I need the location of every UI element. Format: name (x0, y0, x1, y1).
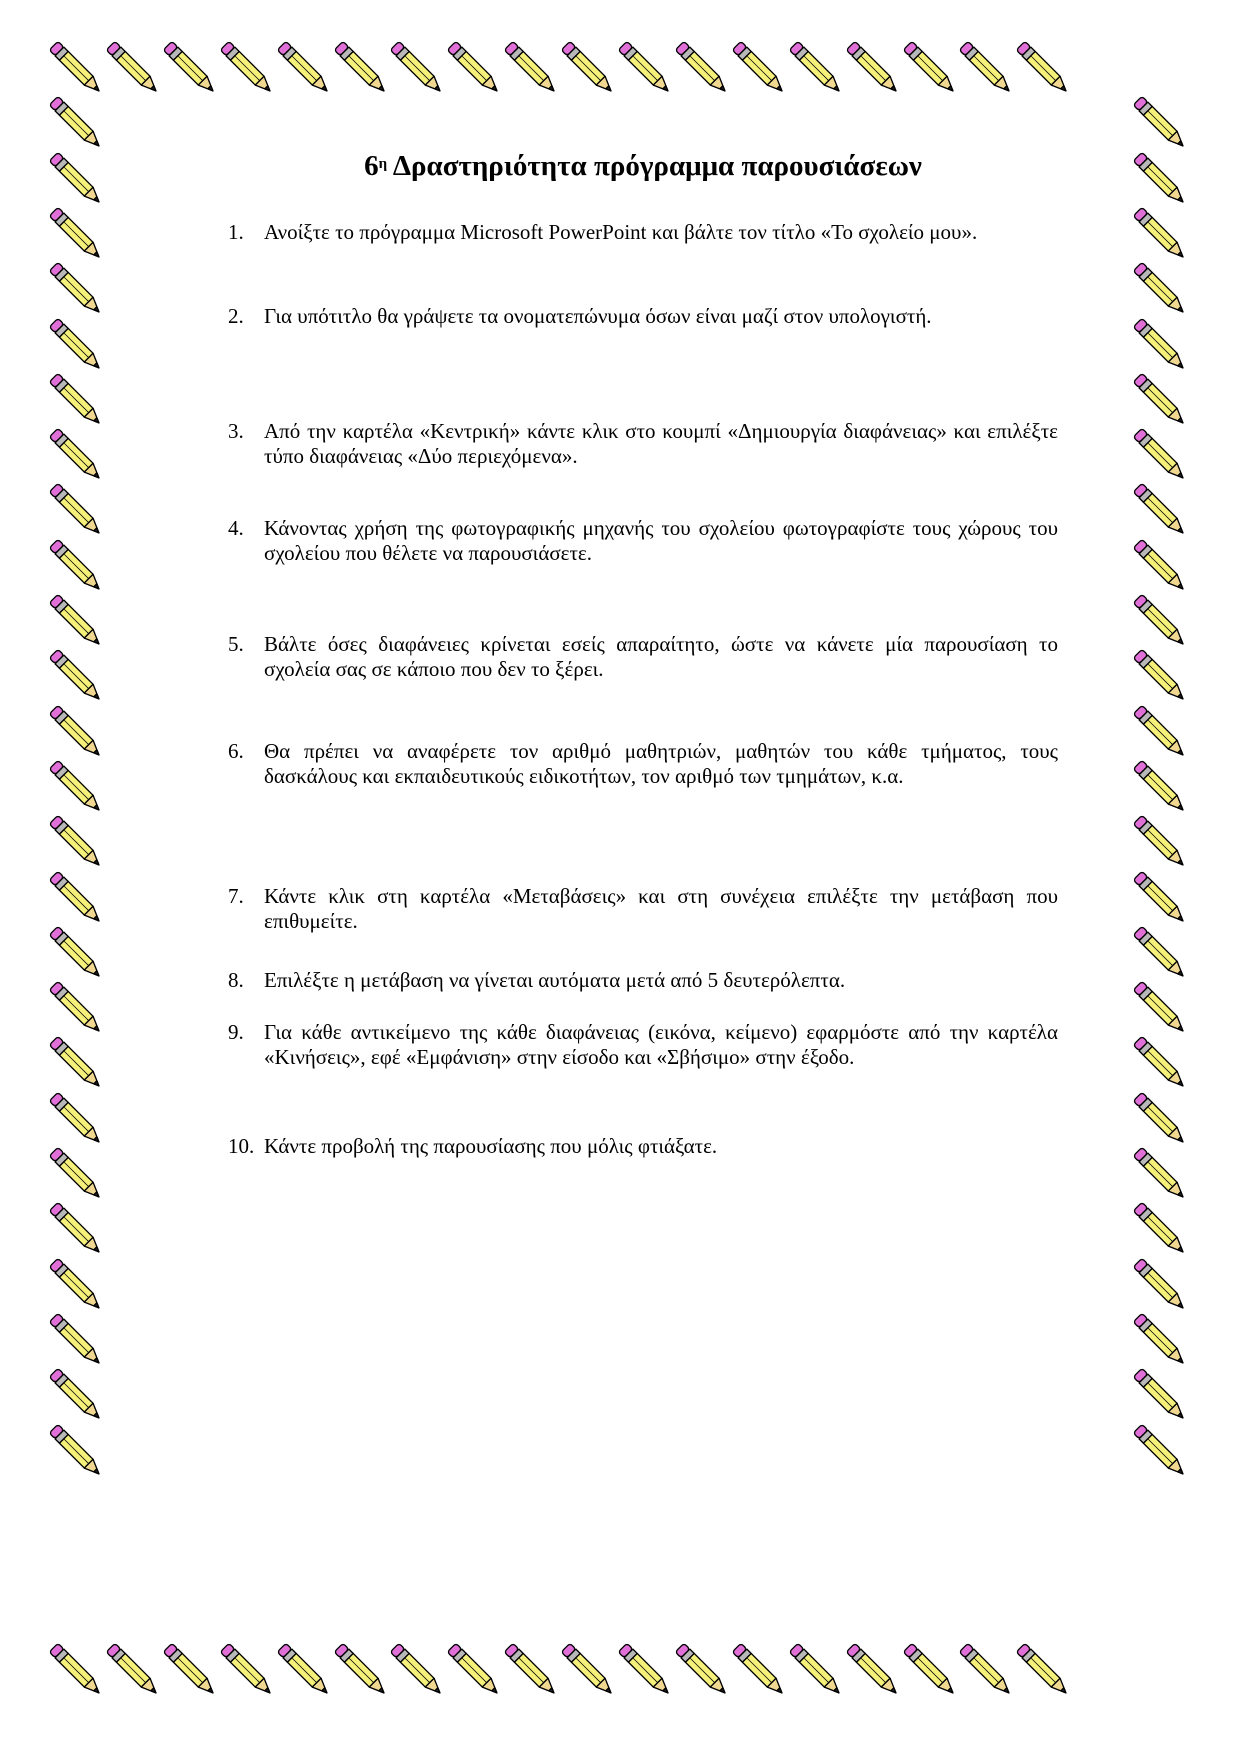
pencil-icon (46, 1199, 108, 1261)
item-text: Θα πρέπει να αναφέρετε τον αριθμό μαθητριών, μαθητών του κάθε τμήματος, τους δασκάλους και εκπαιδευτικούς ειδικοτήτων, τον αριθμό των τμημάτων, κ.α. (264, 739, 1058, 788)
pencil-icon (387, 38, 449, 100)
item-number: 1. (228, 220, 244, 244)
pencil-icon (46, 536, 108, 598)
pencil-icon (1130, 757, 1192, 819)
pencil-icon (46, 1421, 108, 1483)
item-number: 5. (228, 632, 244, 656)
list-item (228, 884, 1058, 934)
pencil-icon (786, 38, 848, 100)
item-number: 2. (228, 304, 244, 328)
pencil-icon (217, 38, 279, 100)
pencil-icon (1130, 204, 1192, 266)
pencil-icon (1130, 1310, 1192, 1372)
pencil-icon (1130, 1033, 1192, 1095)
pencil-icon (46, 923, 108, 985)
pencil-icon (1130, 1089, 1192, 1151)
item-number: 6. (228, 739, 244, 763)
pencil-icon (1130, 1255, 1192, 1317)
pencil-icon (956, 1640, 1018, 1702)
item-text: Ανοίξτε το πρόγραμμα Microsoft PowerPoint και βάλτε τον τίτλο «Το σχολείο μου». (264, 220, 978, 244)
pencil-icon (46, 1365, 108, 1427)
pencil-icon (46, 1640, 108, 1702)
pencil-icon (1130, 259, 1192, 321)
pencil-icon (1130, 702, 1192, 764)
pencil-icon (729, 1640, 791, 1702)
item-text: Κάντε προβολή της παρουσίασης που μόλις φτιάξατε. (264, 1134, 718, 1158)
list-item (228, 739, 1058, 789)
pencil-icon (46, 370, 108, 432)
item-text: Για υπότιτλο θα γράψετε τα ονοματεπώνυμα όσων είναι μαζί στον υπολογιστή. (264, 304, 932, 328)
title-text: Δραστηριότητα πρόγραμμα παρουσιάσεων (392, 150, 922, 182)
pencil-icon (1013, 38, 1075, 100)
item-number: 3. (228, 419, 244, 443)
pencil-icon (1130, 370, 1192, 432)
pencil-icon (615, 38, 677, 100)
pencil-icon (46, 425, 108, 487)
pencil-icon (843, 1640, 905, 1702)
pencil-icon (46, 1310, 108, 1372)
list-item (228, 220, 1058, 245)
pencil-icon (1130, 923, 1192, 985)
list-item (228, 516, 1058, 566)
pencil-icon (444, 1640, 506, 1702)
pencil-icon (786, 1640, 848, 1702)
pencil-icon (46, 204, 108, 266)
pencil-icon (1130, 1199, 1192, 1261)
pencil-icon (1130, 149, 1192, 211)
pencil-icon (46, 978, 108, 1040)
item-number: 8. (228, 968, 244, 992)
pencil-icon (501, 38, 563, 100)
pencil-icon (1130, 1365, 1192, 1427)
pencil-icon (729, 38, 791, 100)
pencil-icon (46, 868, 108, 930)
pencil-icon (558, 1640, 620, 1702)
pencil-icon (46, 38, 108, 100)
pencil-icon (1130, 1144, 1192, 1206)
pencil-icon (1130, 978, 1192, 1040)
item-number: 7. (228, 884, 244, 908)
pencil-icon (46, 1089, 108, 1151)
list-item (228, 968, 1058, 993)
pencil-icon (1130, 646, 1192, 708)
pencil-icon (1130, 425, 1192, 487)
pencil-icon (672, 38, 734, 100)
pencil-icon (46, 591, 108, 653)
pencil-icon (160, 38, 222, 100)
pencil-icon (46, 702, 108, 764)
pencil-icon (46, 315, 108, 377)
pencil-icon (1130, 1421, 1192, 1483)
list-item (228, 419, 1058, 469)
pencil-icon (387, 1640, 449, 1702)
title-superscript: η (378, 156, 388, 172)
pencil-icon (160, 1640, 222, 1702)
item-text: Κάντε κλικ στη καρτέλα «Μεταβάσεις» και στη συνέχεια επιλέξτε την μετάβαση που επιθυμείτε. (264, 884, 1058, 933)
pencil-icon (103, 38, 165, 100)
list-item (228, 304, 1058, 329)
item-number: 10. (228, 1134, 255, 1158)
pencil-icon (1130, 315, 1192, 377)
pencil-icon (900, 1640, 962, 1702)
pencil-icon (1130, 93, 1192, 155)
pencil-icon (900, 38, 962, 100)
list-item (228, 632, 1058, 682)
pencil-icon (46, 259, 108, 321)
pencil-icon (444, 38, 506, 100)
item-text: Για κάθε αντικείμενο της κάθε διαφάνειας (εικόνα, κείμενο) εφαρμόστε από την καρτέλα «Κινήσεις», εφέ «Εμφάνιση» στην είσοδο και «Σβήσιμο» στην έξοδο. (264, 1020, 1058, 1069)
title-number: 6 (364, 150, 379, 182)
pencil-icon (843, 38, 905, 100)
item-text: Βάλτε όσες διαφάνειες κρίνεται εσείς απαραίτητο, ώστε να κάνετε μία παρουσίαση το σχολεία σας σε κάποιο που δεν το ξέρει. (264, 632, 1058, 681)
item-text: Από την καρτέλα «Κεντρική» κάντε κλικ στο κουμπί «Δημιουργία διαφάνειας» και επιλέξτε τύπο διαφάνειας «Δύο περιεχόμενα». (264, 419, 1058, 468)
pencil-icon (274, 38, 336, 100)
pencil-icon (46, 646, 108, 708)
item-number: 9. (228, 1020, 244, 1044)
pencil-icon (46, 812, 108, 874)
pencil-icon (1013, 1640, 1075, 1702)
pencil-icon (1130, 812, 1192, 874)
list-item (228, 1020, 1058, 1070)
pencil-icon (46, 93, 108, 155)
pencil-icon (331, 1640, 393, 1702)
pencil-icon (558, 38, 620, 100)
pencil-icon (956, 38, 1018, 100)
pencil-icon (1130, 480, 1192, 542)
pencil-icon (1130, 536, 1192, 598)
pencil-icon (1130, 868, 1192, 930)
pencil-icon (672, 1640, 734, 1702)
pencil-icon (46, 757, 108, 819)
pencil-icon (1130, 591, 1192, 653)
pencil-icon (46, 1033, 108, 1095)
pencil-icon (615, 1640, 677, 1702)
pencil-icon (217, 1640, 279, 1702)
pencil-icon (46, 1255, 108, 1317)
item-text: Επιλέξτε η μετάβαση να γίνεται αυτόματα μετά από 5 δευτερόλεπτα. (264, 968, 846, 992)
pencil-icon (501, 1640, 563, 1702)
pencil-icon (46, 480, 108, 542)
pencil-icon (331, 38, 393, 100)
pencil-icon (46, 149, 108, 211)
item-number: 4. (228, 516, 244, 540)
page-title (228, 148, 1058, 184)
item-text: Κάνοντας χρήση της φωτογραφικής μηχανής του σχολείου φωτογραφίστε τους χώρους του σχολείου που θέλετε να παρουσιάσετε. (264, 516, 1058, 565)
list-item (228, 1134, 1058, 1159)
pencil-icon (46, 1144, 108, 1206)
pencil-icon (103, 1640, 165, 1702)
pencil-icon (274, 1640, 336, 1702)
